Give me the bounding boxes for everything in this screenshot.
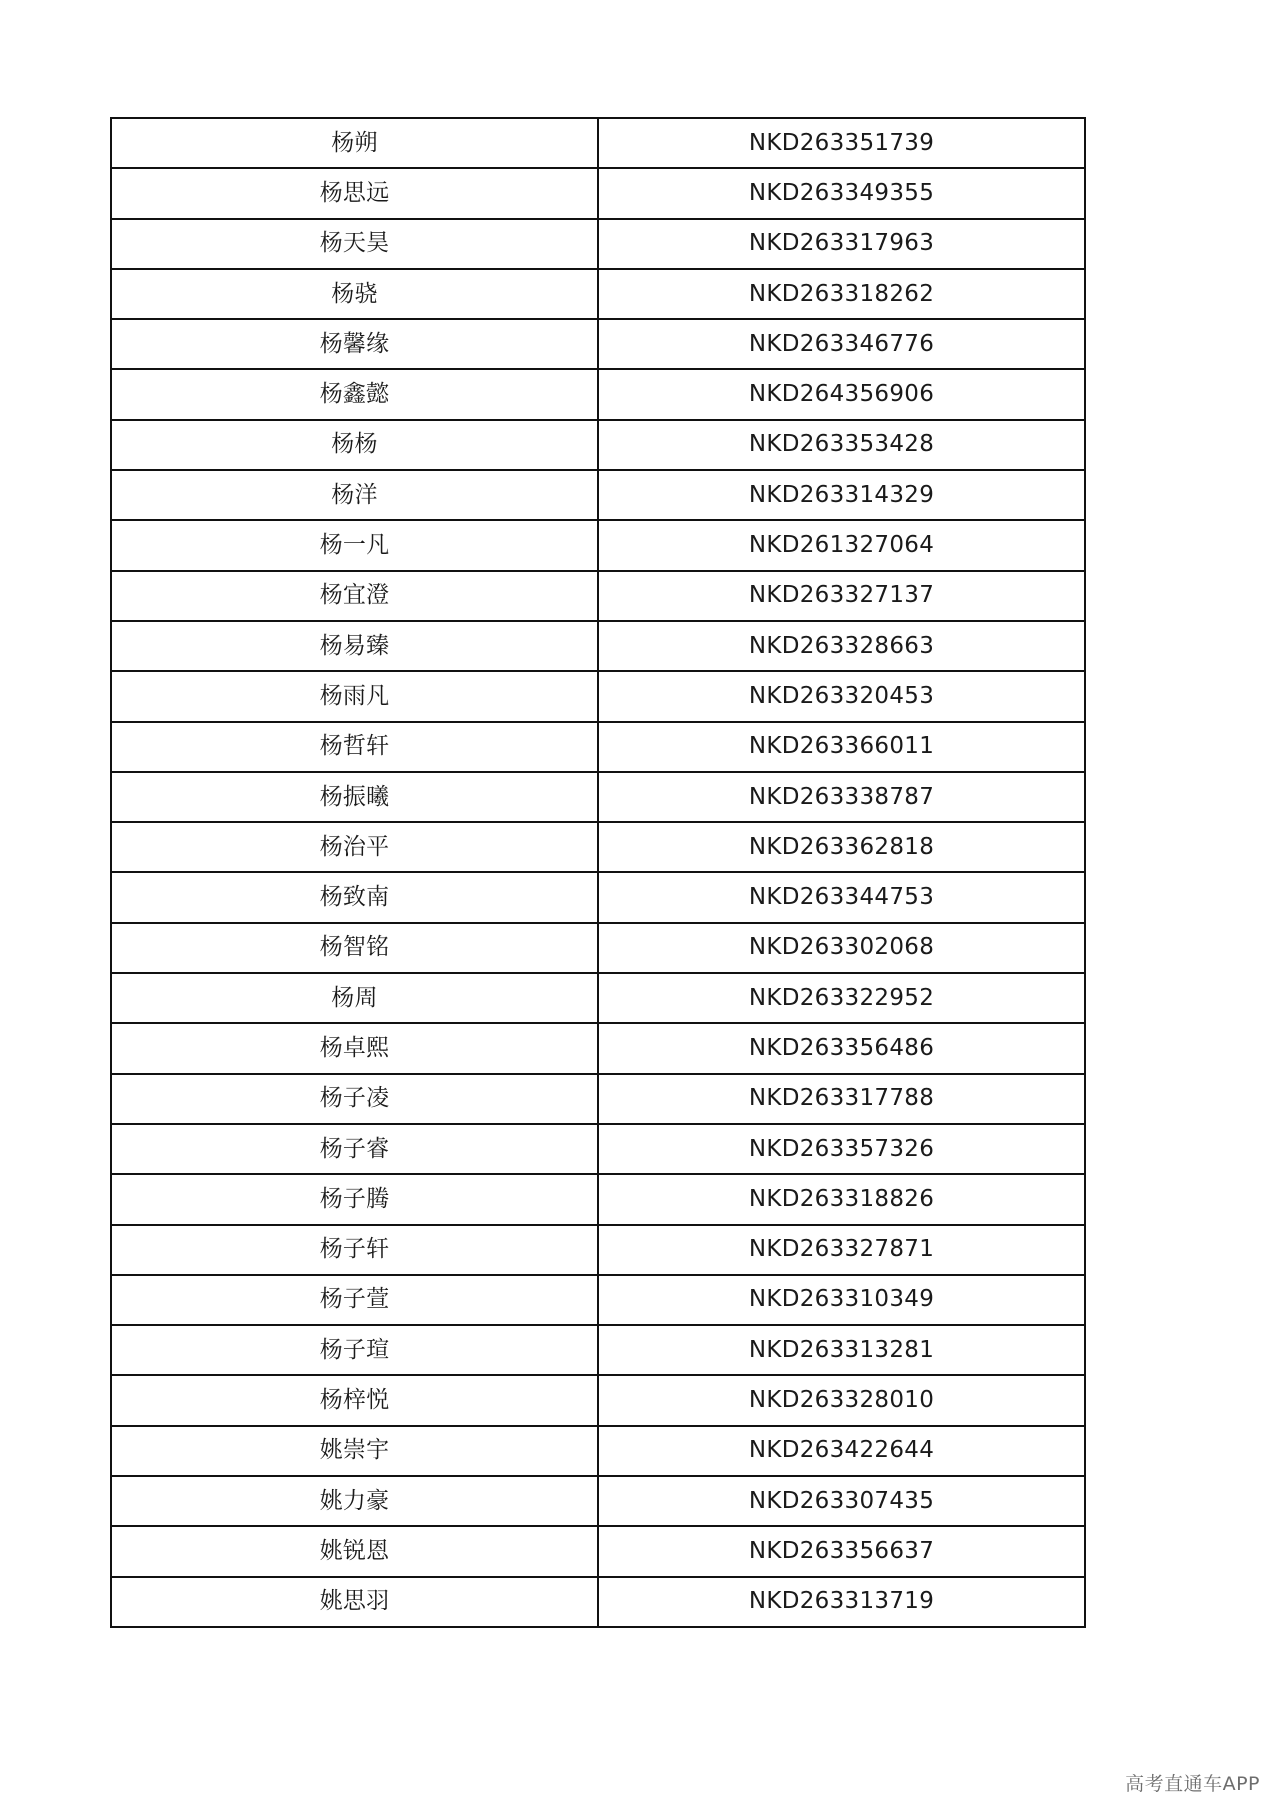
table-row bbox=[111, 973, 1085, 1023]
id-number-cell: NKD261327064 bbox=[598, 520, 1085, 570]
id-number-cell: NKD263320453 bbox=[598, 671, 1085, 721]
name-cell: 杨子瑄 bbox=[111, 1325, 598, 1375]
name-cell: 杨致南 bbox=[111, 872, 598, 922]
name-cell: 杨梓悦 bbox=[111, 1375, 598, 1425]
name-cell: 杨馨缘 bbox=[111, 319, 598, 369]
name-cell: 杨哲轩 bbox=[111, 722, 598, 772]
name-cell: 杨子萱 bbox=[111, 1275, 598, 1325]
id-number-cell: NKD264356906 bbox=[598, 369, 1085, 419]
name-cell: 杨骁 bbox=[111, 269, 598, 319]
name-cell: 杨天昊 bbox=[111, 219, 598, 269]
name-cell: 杨思远 bbox=[111, 168, 598, 218]
id-number-cell: NKD263302068 bbox=[598, 923, 1085, 973]
id-number-cell: NKD263327137 bbox=[598, 571, 1085, 621]
table-row bbox=[111, 1476, 1085, 1526]
id-number-cell: NKD263322952 bbox=[598, 973, 1085, 1023]
name-cell: 杨卓熙 bbox=[111, 1023, 598, 1073]
id-number-cell: NKD263338787 bbox=[598, 772, 1085, 822]
id-number-cell: NKD263344753 bbox=[598, 872, 1085, 922]
table-row bbox=[111, 671, 1085, 721]
name-cell: 杨周 bbox=[111, 973, 598, 1023]
table-row bbox=[111, 722, 1085, 772]
id-number-cell: NKD263310349 bbox=[598, 1275, 1085, 1325]
id-number-cell: NKD263328663 bbox=[598, 621, 1085, 671]
table-row bbox=[111, 118, 1085, 168]
name-cell: 杨子睿 bbox=[111, 1124, 598, 1174]
name-cell: 杨子腾 bbox=[111, 1174, 598, 1224]
id-number-cell: NKD263318262 bbox=[598, 269, 1085, 319]
table-row bbox=[111, 822, 1085, 872]
table-row bbox=[111, 923, 1085, 973]
table-row bbox=[111, 1577, 1085, 1627]
name-cell: 杨子凌 bbox=[111, 1074, 598, 1124]
roster-table-body bbox=[111, 118, 1085, 1627]
table-row bbox=[111, 571, 1085, 621]
name-cell: 杨一凡 bbox=[111, 520, 598, 570]
table-row bbox=[111, 168, 1085, 218]
id-number-cell: NKD263318826 bbox=[598, 1174, 1085, 1224]
table-row bbox=[111, 1023, 1085, 1073]
name-cell: 姚锐恩 bbox=[111, 1526, 598, 1576]
table-row bbox=[111, 872, 1085, 922]
id-number-cell: NKD263346776 bbox=[598, 319, 1085, 369]
id-number-cell: NKD263422644 bbox=[598, 1426, 1085, 1476]
name-cell: 杨洋 bbox=[111, 470, 598, 520]
name-cell: 姚力豪 bbox=[111, 1476, 598, 1526]
name-cell: 杨朔 bbox=[111, 118, 598, 168]
id-number-cell: NKD263362818 bbox=[598, 822, 1085, 872]
name-cell: 杨雨凡 bbox=[111, 671, 598, 721]
name-cell: 杨智铭 bbox=[111, 923, 598, 973]
table-row bbox=[111, 1526, 1085, 1576]
id-number-cell: NKD263349355 bbox=[598, 168, 1085, 218]
table-row bbox=[111, 1174, 1085, 1224]
id-number-cell: NKD263351739 bbox=[598, 118, 1085, 168]
name-cell: 杨鑫懿 bbox=[111, 369, 598, 419]
name-cell: 杨易臻 bbox=[111, 621, 598, 671]
table-row bbox=[111, 621, 1085, 671]
table-row bbox=[111, 319, 1085, 369]
id-number-cell: NKD263356637 bbox=[598, 1526, 1085, 1576]
name-cell: 姚思羽 bbox=[111, 1577, 598, 1627]
table-row bbox=[111, 772, 1085, 822]
id-number-cell: NKD263356486 bbox=[598, 1023, 1085, 1073]
id-number-cell: NKD263313719 bbox=[598, 1577, 1085, 1627]
id-number-cell: NKD263317963 bbox=[598, 219, 1085, 269]
table-row bbox=[111, 1426, 1085, 1476]
id-number-cell: NKD263313281 bbox=[598, 1325, 1085, 1375]
name-cell: 杨宜澄 bbox=[111, 571, 598, 621]
table-row bbox=[111, 420, 1085, 470]
table-row bbox=[111, 1124, 1085, 1174]
table-row bbox=[111, 520, 1085, 570]
table-row bbox=[111, 269, 1085, 319]
table-row bbox=[111, 219, 1085, 269]
id-number-cell: NKD263366011 bbox=[598, 722, 1085, 772]
name-cell: 姚崇宇 bbox=[111, 1426, 598, 1476]
table-row bbox=[111, 1375, 1085, 1425]
id-number-cell: NKD263327871 bbox=[598, 1225, 1085, 1275]
table-row bbox=[111, 1275, 1085, 1325]
table-row bbox=[111, 470, 1085, 520]
name-cell: 杨治平 bbox=[111, 822, 598, 872]
id-number-cell: NKD263353428 bbox=[598, 420, 1085, 470]
table-row bbox=[111, 369, 1085, 419]
name-cell: 杨杨 bbox=[111, 420, 598, 470]
id-number-cell: NKD263307435 bbox=[598, 1476, 1085, 1526]
name-cell: 杨振曦 bbox=[111, 772, 598, 822]
table-row bbox=[111, 1325, 1085, 1375]
table-row bbox=[111, 1225, 1085, 1275]
name-cell: 杨子轩 bbox=[111, 1225, 598, 1275]
watermark-text: 高考直通车APP bbox=[1125, 1773, 1260, 1795]
roster-table bbox=[110, 117, 1086, 1628]
id-number-cell: NKD263317788 bbox=[598, 1074, 1085, 1124]
table-row bbox=[111, 1074, 1085, 1124]
id-number-cell: NKD263314329 bbox=[598, 470, 1085, 520]
id-number-cell: NKD263328010 bbox=[598, 1375, 1085, 1425]
id-number-cell: NKD263357326 bbox=[598, 1124, 1085, 1174]
